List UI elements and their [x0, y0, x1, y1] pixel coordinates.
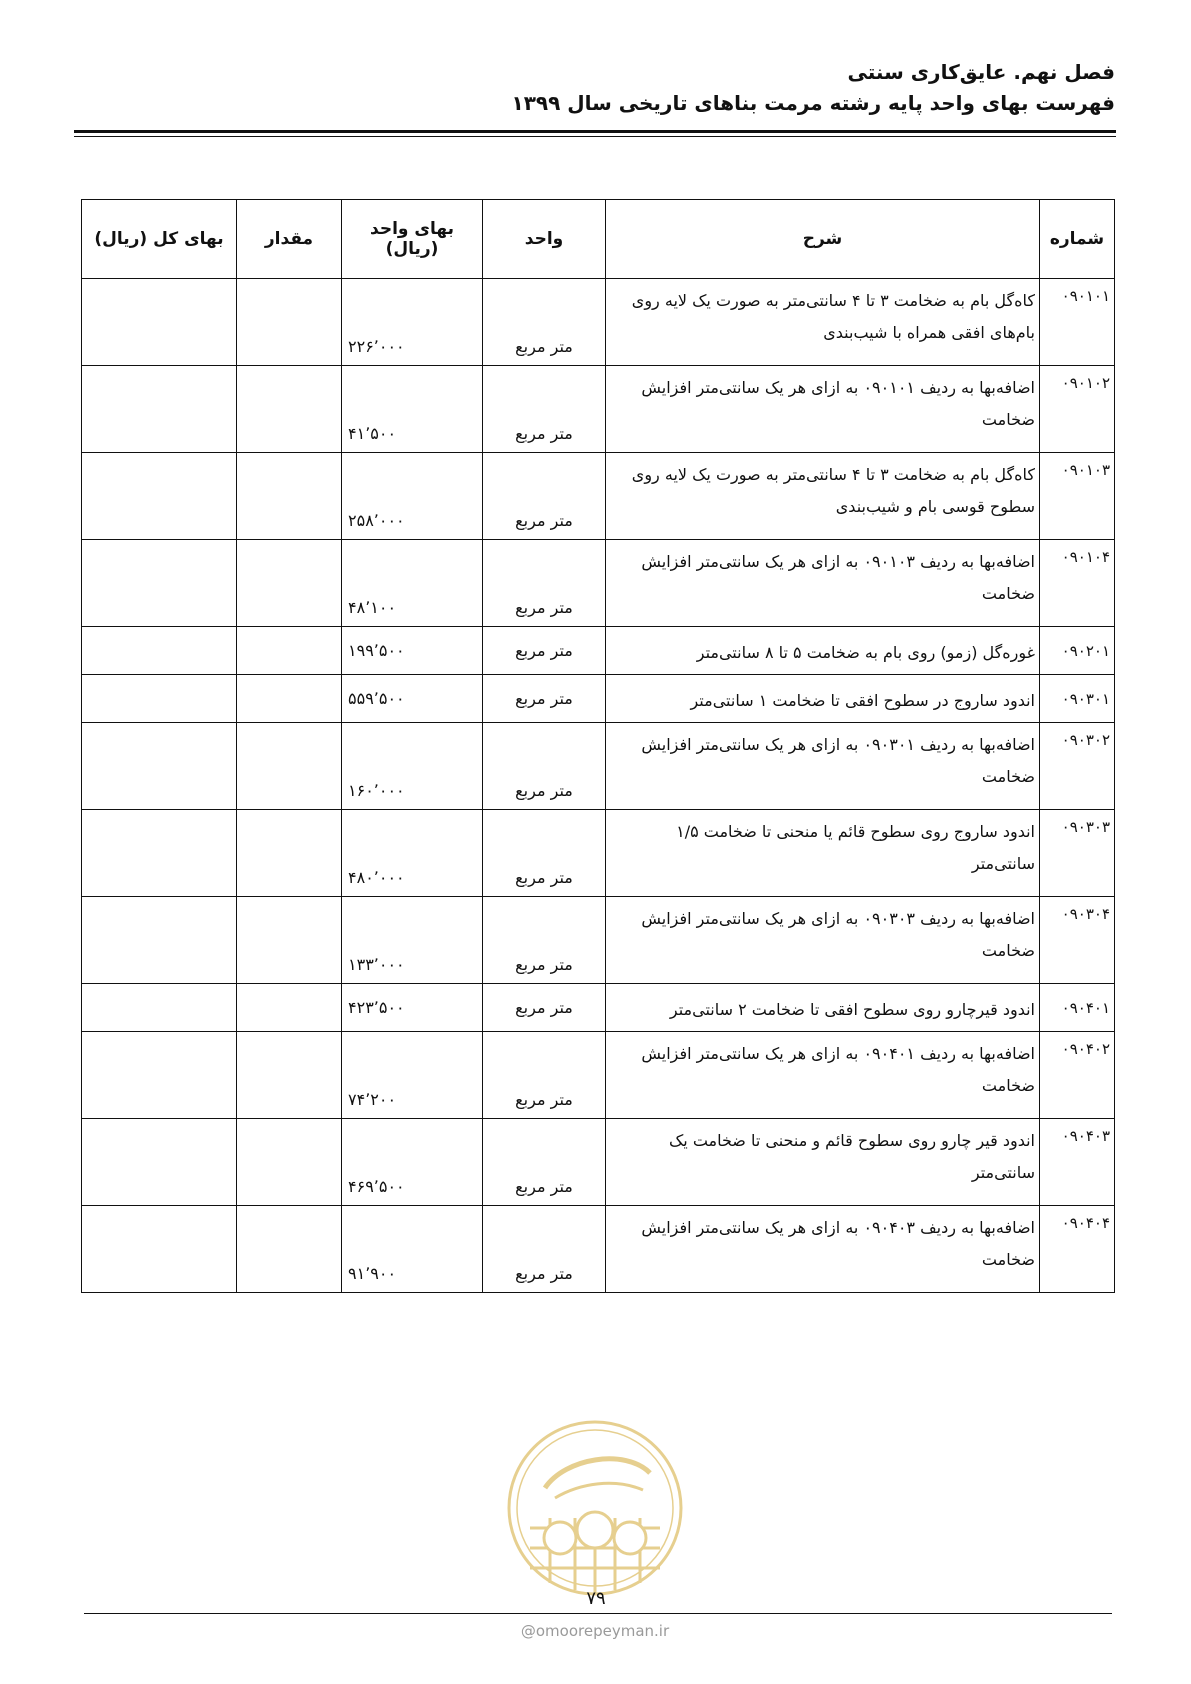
row-quantity [237, 1032, 342, 1119]
row-unit: متر مربع [483, 897, 606, 984]
row-total [82, 279, 237, 366]
table-row [82, 984, 1115, 1032]
row-quantity [237, 366, 342, 453]
table-row [82, 723, 1115, 810]
row-quantity [237, 897, 342, 984]
row-quantity [237, 675, 342, 723]
row-quantity [237, 723, 342, 810]
table-row [82, 1032, 1115, 1119]
row-number: ۰۹۰۳۰۲ [1040, 723, 1115, 810]
row-total [82, 984, 237, 1032]
table-row [82, 897, 1115, 984]
price-list-table [81, 199, 1115, 1293]
table-row [82, 675, 1115, 723]
row-unit: متر مربع [483, 1119, 606, 1206]
row-unit-price: ۵۵۹٬۵۰۰ [342, 675, 483, 723]
row-unit-price: ۴۸۰٬۰۰۰ [342, 810, 483, 897]
table-row [82, 453, 1115, 540]
row-total [82, 1206, 237, 1293]
price-list-table-container [81, 199, 1114, 1293]
table-header-row [82, 200, 1115, 279]
row-unit-price: ۱۳۳٬۰۰۰ [342, 897, 483, 984]
row-quantity [237, 627, 342, 675]
row-description: اضافه‌بها به ردیف ۰۹۰۱۰۳ به ازای هر یک سانتی‌متر افزایش ضخامت [606, 540, 1040, 627]
row-unit-price: ۲۲۶٬۰۰۰ [342, 279, 483, 366]
row-number: ۰۹۰۴۰۴ [1040, 1206, 1115, 1293]
page-number: ۷۹ [586, 1588, 606, 1609]
row-description: غوره‌گل (زمو) روی بام به ضخامت ۵ تا ۸ سانتی‌متر [606, 627, 1040, 675]
row-unit: متر مربع [483, 1032, 606, 1119]
row-unit: متر مربع [483, 366, 606, 453]
table-row [82, 279, 1115, 366]
row-number: ۰۹۰۱۰۱ [1040, 279, 1115, 366]
row-unit: متر مربع [483, 453, 606, 540]
row-total [82, 540, 237, 627]
row-total [82, 627, 237, 675]
column-header-description: شرح [606, 200, 1040, 279]
row-unit-price: ۴۶۹٬۵۰۰ [342, 1119, 483, 1206]
row-number: ۰۹۰۲۰۱ [1040, 627, 1115, 675]
row-unit-price: ۱۶۰٬۰۰۰ [342, 723, 483, 810]
row-unit: متر مربع [483, 723, 606, 810]
row-unit-price: ۷۴٬۲۰۰ [342, 1032, 483, 1119]
row-total [82, 1032, 237, 1119]
column-header-unit-price [342, 200, 483, 279]
row-unit: متر مربع [483, 279, 606, 366]
row-unit: متر مربع [483, 1206, 606, 1293]
table-row [82, 1206, 1115, 1293]
row-unit-price: ۱۹۹٬۵۰۰ [342, 627, 483, 675]
row-unit: متر مربع [483, 675, 606, 723]
row-number: ۰۹۰۴۰۳ [1040, 1119, 1115, 1206]
row-unit: متر مربع [483, 540, 606, 627]
row-number: ۰۹۰۳۰۳ [1040, 810, 1115, 897]
document-subtitle: فهرست بهای واحد پایه رشته مرمت بناهای تاریخی سال ۱۳۹۹ [511, 91, 1115, 115]
row-total [82, 897, 237, 984]
column-header-unit: واحد [483, 200, 606, 279]
row-number: ۰۹۰۳۰۴ [1040, 897, 1115, 984]
watermark-seal-logo [505, 1418, 685, 1598]
footer-rule [84, 1613, 1112, 1614]
row-description: اندود ساروج روی سطوح قائم یا منحنی تا ضخامت ۱/۵ سانتی‌متر [606, 810, 1040, 897]
row-total [82, 453, 237, 540]
column-header-quantity: مقدار [237, 200, 342, 279]
table-row [82, 1119, 1115, 1206]
website-watermark: @omoorepeyman.ir [520, 1622, 670, 1640]
row-number: ۰۹۰۳۰۱ [1040, 675, 1115, 723]
column-header-number: شماره [1040, 200, 1115, 279]
row-unit: متر مربع [483, 984, 606, 1032]
row-unit: متر مربع [483, 810, 606, 897]
header-rule-thick [74, 130, 1116, 133]
table-row [82, 540, 1115, 627]
row-description: کاه‌گل بام به ضخامت ۳ تا ۴ سانتی‌متر به صورت یک لایه روی سطوح قوسی بام و شیب‌بندی [606, 453, 1040, 540]
row-total [82, 723, 237, 810]
chapter-title: فصل نهم. عایق‌کاری سنتی [847, 60, 1115, 84]
row-description: اضافه‌بها به ردیف ۰۹۰۳۰۱ به ازای هر یک سانتی‌متر افزایش ضخامت [606, 723, 1040, 810]
row-total [82, 1119, 237, 1206]
row-description: کاه‌گل بام به ضخامت ۳ تا ۴ سانتی‌متر به صورت یک لایه روی بام‌های افقی همراه با شیب‌بندی [606, 279, 1040, 366]
page-header [75, 58, 1115, 118]
row-quantity [237, 810, 342, 897]
row-number: ۰۹۰۴۰۱ [1040, 984, 1115, 1032]
row-unit-price: ۴۲۳٬۵۰۰ [342, 984, 483, 1032]
row-unit-price: ۲۵۸٬۰۰۰ [342, 453, 483, 540]
table-row [82, 810, 1115, 897]
row-description: اضافه‌بها به ردیف ۰۹۰۱۰۱ به ازای هر یک سانتی‌متر افزایش ضخامت [606, 366, 1040, 453]
row-number: ۰۹۰۱۰۲ [1040, 366, 1115, 453]
row-quantity [237, 1206, 342, 1293]
row-description: اضافه‌بها به ردیف ۰۹۰۴۰۳ به ازای هر یک سانتی‌متر افزایش ضخامت [606, 1206, 1040, 1293]
row-description: اضافه‌بها به ردیف ۰۹۰۴۰۱ به ازای هر یک سانتی‌متر افزایش ضخامت [606, 1032, 1040, 1119]
row-quantity [237, 453, 342, 540]
row-description: اضافه‌بها به ردیف ۰۹۰۳۰۳ به ازای هر یک سانتی‌متر افزایش ضخامت [606, 897, 1040, 984]
row-description: اندود قیرچارو روی سطوح افقی تا ضخامت ۲ سانتی‌متر [606, 984, 1040, 1032]
row-description: اندود ساروج در سطوح افقی تا ضخامت ۱ سانتی‌متر [606, 675, 1040, 723]
row-total [82, 366, 237, 453]
row-quantity [237, 540, 342, 627]
row-number: ۰۹۰۴۰۲ [1040, 1032, 1115, 1119]
table-row [82, 627, 1115, 675]
column-header-unit-price-currency: (ریال) [385, 239, 439, 259]
column-header-total-price: بهای کل (ریال) [82, 200, 237, 279]
row-quantity [237, 279, 342, 366]
row-total [82, 810, 237, 897]
table-row [82, 366, 1115, 453]
row-unit-price: ۹۱٬۹۰۰ [342, 1206, 483, 1293]
row-unit-price: ۴۸٬۱۰۰ [342, 540, 483, 627]
column-header-unit-price-label: بهای واحد [370, 219, 454, 239]
row-unit: متر مربع [483, 627, 606, 675]
row-number: ۰۹۰۱۰۳ [1040, 453, 1115, 540]
row-number: ۰۹۰۱۰۴ [1040, 540, 1115, 627]
header-rule-thin [74, 136, 1116, 137]
row-description: اندود قیر چارو روی سطوح قائم و منحنی تا ضخامت یک سانتی‌متر [606, 1119, 1040, 1206]
row-unit-price: ۴۱٬۵۰۰ [342, 366, 483, 453]
row-quantity [237, 1119, 342, 1206]
row-total [82, 675, 237, 723]
row-quantity [237, 984, 342, 1032]
